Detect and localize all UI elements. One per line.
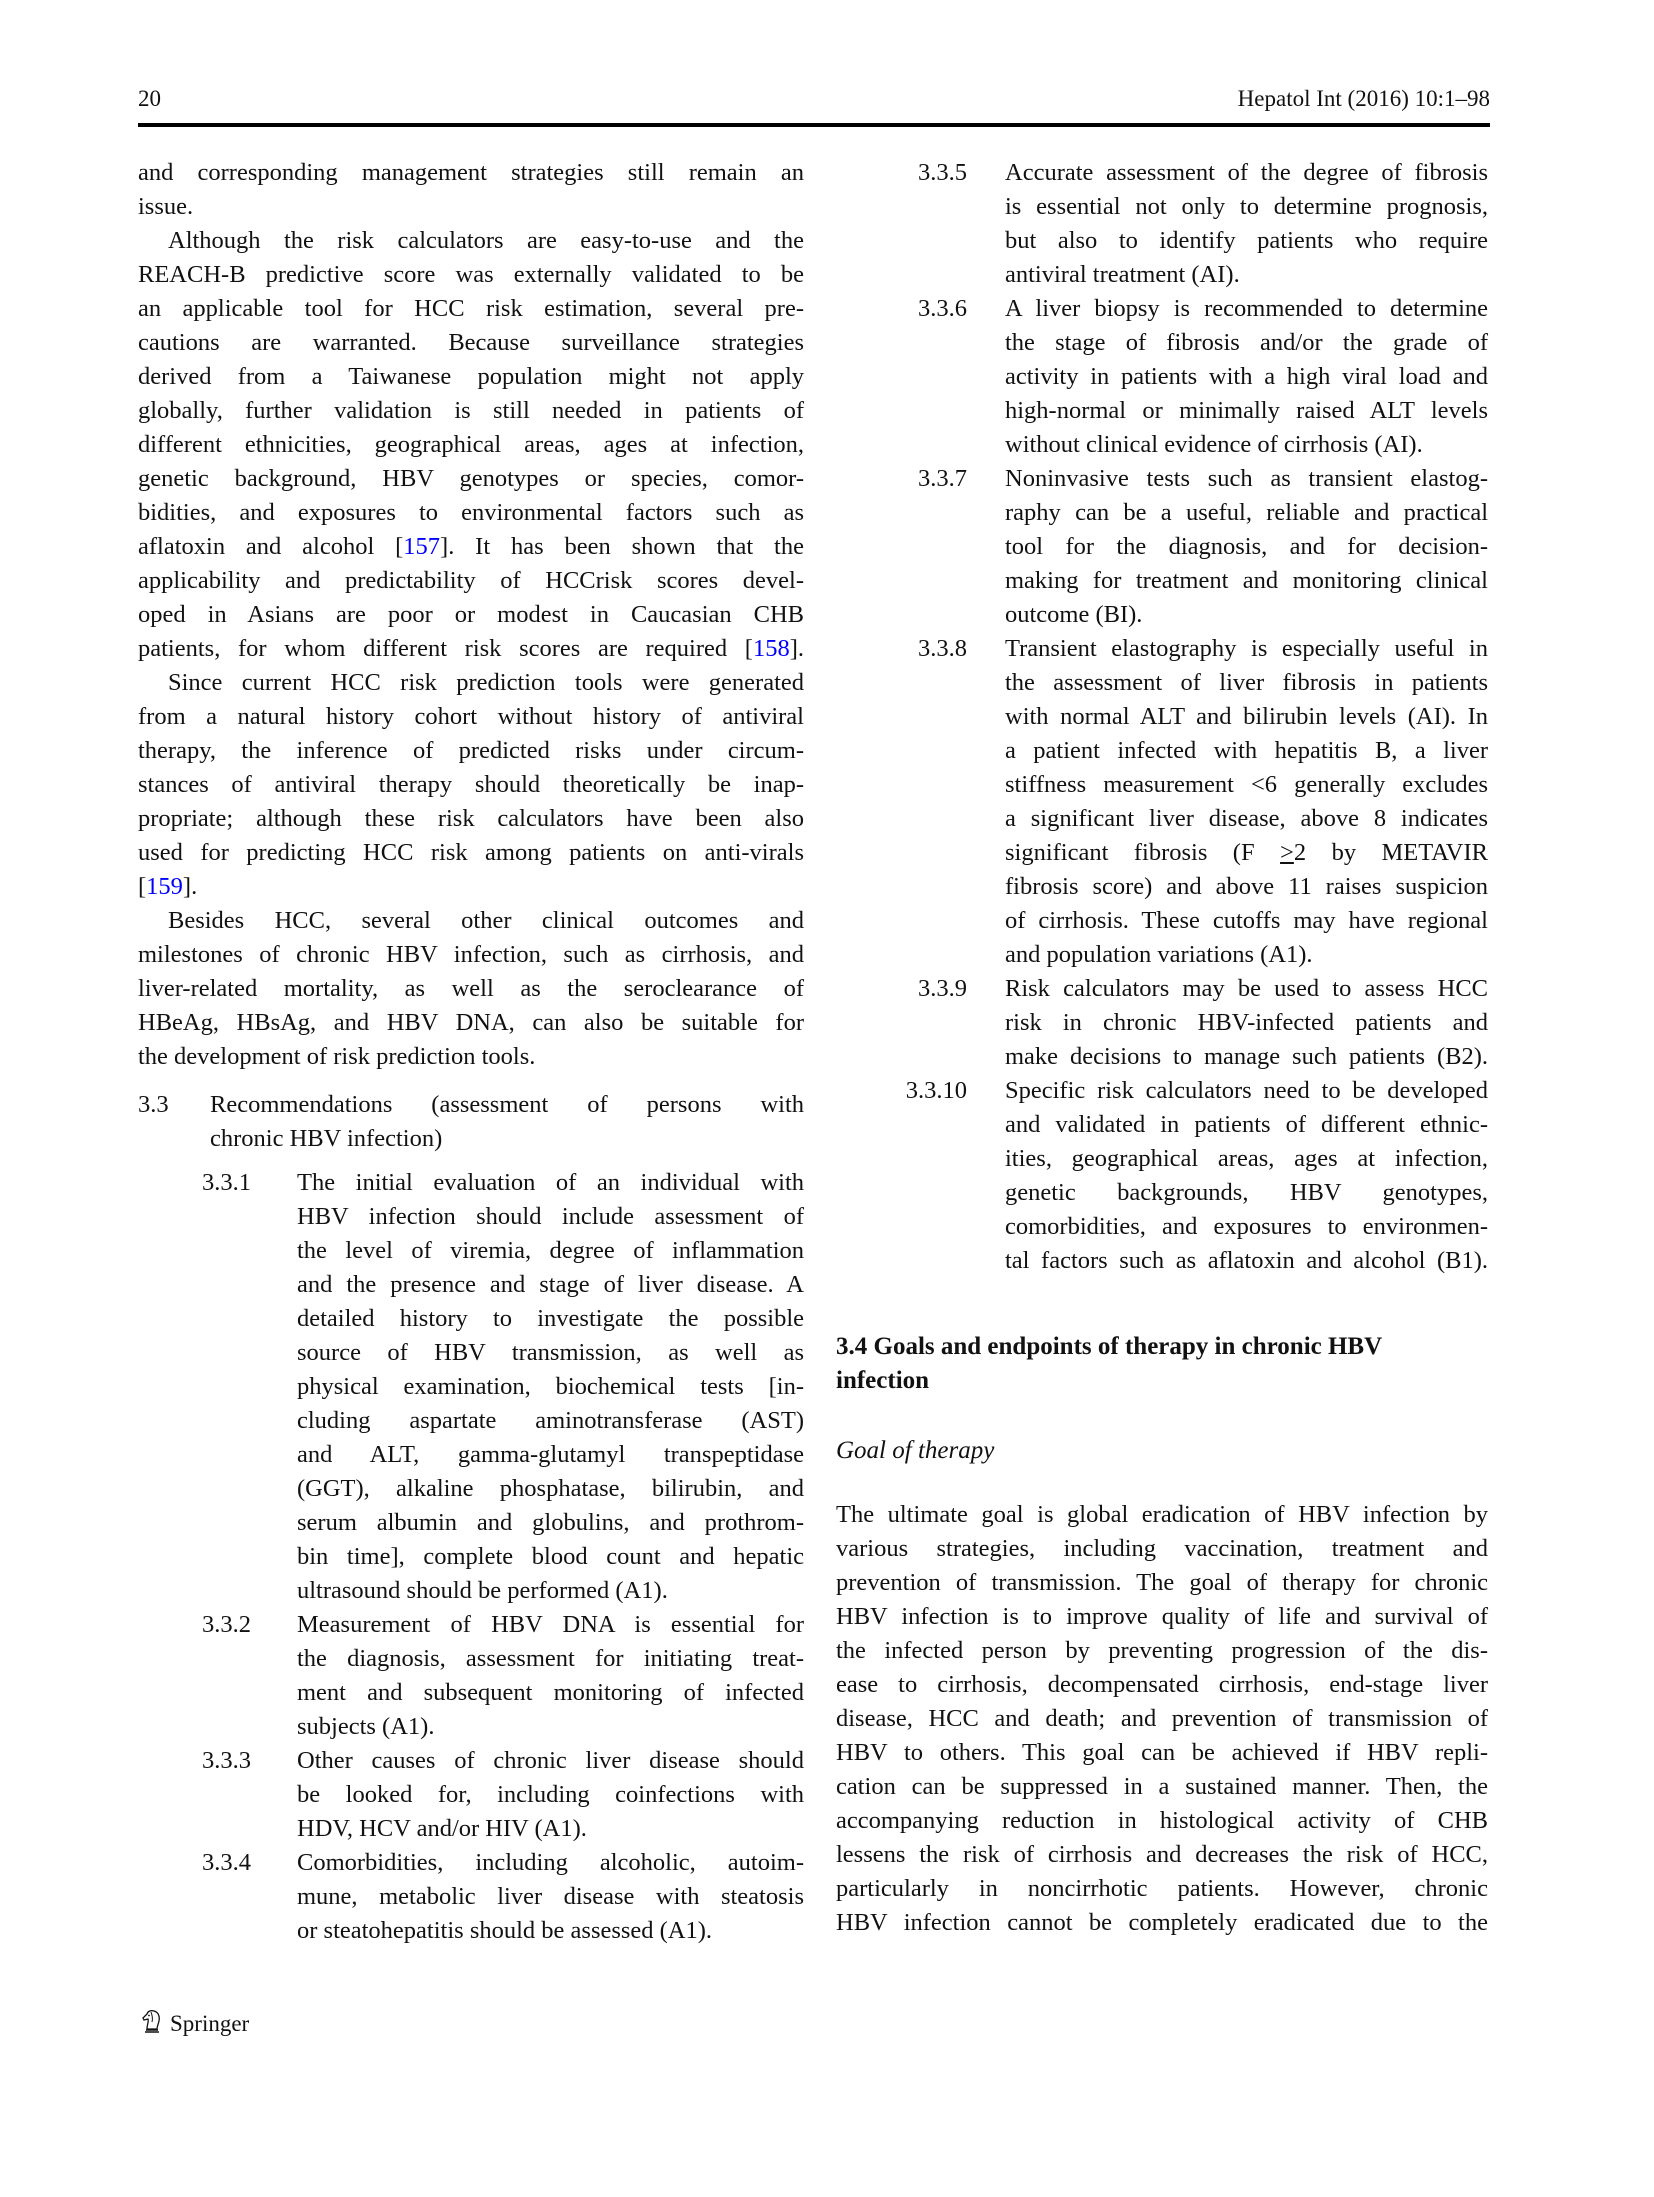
text-line: the level of viremia, degree of inflammation [297,1237,804,1264]
item-number: 3.3.7 [918,465,967,492]
text-line: and validated in patients of different ethnic- [1005,1111,1488,1138]
text-line: cation can be suppressed in a sustained manner. Then, the [836,1773,1488,1800]
text-line: accompanying reduction in histological activity of CHB [836,1807,1488,1834]
text-line: Transient elastography is especially useful in [1005,635,1488,662]
journal-citation: Hepatol Int (2016) 10:1–98 [1237,86,1490,111]
item-number: 3.3.10 [905,1077,967,1104]
text-line: with normal ALT and bilirubin levels (AI). In [1005,703,1488,730]
recommendation-3-3-2 [138,1608,804,1744]
text-line: aflatoxin and alcohol [157]. It has been shown that the [138,533,804,560]
text-line: HBV infection is to improve quality of life and survival of [836,1603,1488,1630]
text-line: HBV infection should include assessment of [297,1203,804,1230]
text-line: and the presence and stage of liver disease. A [297,1271,804,1298]
text-line: Besides HCC, several other clinical outcomes and [168,907,804,934]
text-line: propriate; although these risk calculators have been also [138,805,804,832]
text-line: The initial evaluation of an individual with [297,1169,804,1196]
text-line: ities, geographical areas, ages at infection, [1005,1145,1488,1172]
text-line: REACH-B predictive score was externally validated to be [138,261,804,288]
text-line: physical examination, biochemical tests [in- [297,1373,804,1400]
item-number: 3.3.1 [202,1169,251,1196]
text-line: milestones of chronic HBV infection, such as cirrhosis, and [138,941,804,968]
text-line: activity in patients with a high viral load and [1005,363,1488,390]
paragraph-other-outcomes [138,904,804,1074]
text-line: an applicable tool for HCC risk estimation, several pre- [138,295,804,322]
recommendations-list-left [138,1166,804,1948]
text-line: stiffness measurement <6 generally excludes [1005,771,1488,798]
text-line: HBV to others. This goal can be achieved if HBV repli- [836,1739,1488,1766]
text-line: globally, further validation is still needed in patients of [138,397,804,424]
section-3-3-heading [138,1088,804,1156]
text-line: Since current HCC risk prediction tools were generated [168,669,804,696]
item-number: 3.3.8 [918,635,967,662]
text-line: genetic backgrounds, HBV genotypes, [1005,1179,1488,1206]
text-line: applicability and predictability of HCCrisk scores devel- [138,567,804,594]
text-line: Noninvasive tests such as transient elastog- [1005,465,1488,492]
text-line: [159]. [138,873,198,900]
text-line: or steatohepatitis should be assessed (A1). [297,1917,713,1944]
text-line: genetic background, HBV genotypes or species, comor- [138,465,804,492]
greater-equal-symbol: > [1280,839,1294,866]
header-rule [138,123,1490,127]
text-line: antiviral treatment (AI). [1005,261,1240,288]
text-line: stances of antiviral therapy should theoretically be inap- [138,771,804,798]
paragraph-goal-of-therapy [836,1498,1488,1940]
springer-horse-icon [140,2008,164,2040]
item-number: 3.3.3 [202,1747,251,1774]
text-line: and corresponding management strategies still remain an [138,159,804,186]
text-line: comorbidities, and exposures to environmen- [1005,1213,1488,1240]
text-line: various strategies, including vaccination, treatment and [836,1535,1488,1562]
text-line: oped in Asians are poor or modest in Caucasian CHB [138,601,804,628]
text-line: but also to identify patients who require [1005,227,1488,254]
text-line: disease, HCC and death; and prevention of transmission of [836,1705,1488,1732]
text-line: and population variations (A1). [1005,941,1313,968]
text-line: serum albumin and globulins, and prothrom- [297,1509,804,1536]
text-line: chronic HBV infection) [210,1125,443,1152]
text-line: the development of risk prediction tools. [138,1043,536,1070]
text-line: without clinical evidence of cirrhosis (AI). [1005,431,1423,458]
text-line: tool for the diagnosis, and for decision- [1005,533,1488,560]
text-line: HBV infection cannot be completely eradicated due to the [836,1909,1488,1936]
text-line: bidities, and exposures to environmental factors such as [138,499,804,526]
recommendations-list-right [836,156,1488,1278]
text-line: HDV, HCV and/or HIV (A1). [297,1815,587,1842]
text-line: ease to cirrhosis, decompensated cirrhosis, end-stage liver [836,1671,1488,1698]
text-line: ultrasound should be performed (A1). [297,1577,668,1604]
text-line: Risk calculators may be used to assess HCC [1005,975,1488,1002]
text-line: issue. [138,193,194,220]
recommendation-3-3-6 [836,292,1488,462]
text-line: be looked for, including coinfections with [297,1781,804,1808]
text-line: risk in chronic HBV-infected patients and [1005,1009,1488,1036]
recommendation-3-3-1 [138,1166,804,1608]
text-line: making for treatment and monitoring clinical [1005,567,1488,594]
recommendation-3-3-5 [836,156,1488,292]
item-number: 3.3.5 [918,159,967,186]
text-line: make decisions to manage such patients (B2). [1005,1043,1488,1070]
text-line: the infected person by preventing progression of the dis- [836,1637,1488,1664]
text-line: derived from a Taiwanese population might not apply [138,363,804,390]
right-column [836,156,1488,1940]
text-line: Other causes of chronic liver disease should [297,1747,804,1774]
section-number: 3.3 [138,1091,169,1118]
text-line: lessens the risk of cirrhosis and decreases the risk of HCC, [836,1841,1488,1868]
text-line: prevention of transmission. The goal of therapy for chronic [836,1569,1488,1596]
text-line: mune, metabolic liver disease with steatosis [297,1883,804,1910]
text-line: patients, for whom different risk scores are required [158]. [138,635,804,662]
left-column [138,156,804,1948]
text-line: the diagnosis, assessment for initiating treat- [297,1645,804,1672]
text-line: liver-related mortality, as well as the seroclearance of [138,975,804,1002]
text-line: high-normal or minimally raised ALT levels [1005,397,1488,424]
text-line: fibrosis score) and above 11 raises suspicion [1005,873,1488,900]
text-line: Comorbidities, including alcoholic, autoim- [297,1849,804,1876]
text-line: used for predicting HCC risk among patients on anti-virals [138,839,804,866]
running-header [138,82,1490,122]
text-line: HBeAg, HBsAg, and HBV DNA, can also be suitable for [138,1009,804,1036]
text-line: Accurate assessment of the degree of fibrosis [1005,159,1488,186]
text-line: a patient infected with hepatitis B, a liver [1005,737,1488,764]
citation-link-158[interactable]: 158 [752,635,790,662]
text-line: from a natural history cohort without history of antiviral [138,703,804,730]
page-number: 20 [138,86,161,111]
text-line: different ethnicities, geographical areas, ages at infection, [138,431,804,458]
text-line: detailed history to investigate the possible [297,1305,804,1332]
recommendation-3-3-7 [836,462,1488,632]
text-line: raphy can be a useful, reliable and practical [1005,499,1488,526]
text-line: a significant liver disease, above 8 indicates [1005,805,1488,832]
text-line: outcome (BI). [1005,601,1143,628]
text-line: the assessment of liver fibrosis in patients [1005,669,1488,696]
text-line: tal factors such as aflatoxin and alcohol (B1). [1005,1247,1488,1274]
paragraph-continuation [138,156,804,224]
recommendation-3-3-9 [836,972,1488,1074]
text-line: Although the risk calculators are easy-to-use and the [168,227,804,254]
text-line: Measurement of HBV DNA is essential for [297,1611,804,1638]
text-line: particularly in noncirrhotic patients. However, chronic [836,1875,1488,1902]
text-line: subjects (A1). [297,1713,435,1740]
text-line: of cirrhosis. These cutoffs may have regional [1005,907,1488,934]
section-3-4-heading: 3.4 Goals and endpoints of therapy in chronic HBV infection [836,1333,1383,1394]
publisher-footer [140,2008,249,2040]
item-number: 3.3.6 [918,295,967,322]
recommendation-3-3-4 [138,1846,804,1948]
item-number: 3.3.9 [918,975,967,1002]
paragraph-prediction-tools [138,666,804,904]
text-line: significant fibrosis (F >2 by METAVIR [1005,839,1488,866]
text-line: is essential not only to determine prognosis, [1005,193,1488,220]
text-line: therapy, the inference of predicted risks under circum- [138,737,804,764]
citation-link-157[interactable]: 157 [403,533,441,560]
recommendation-3-3-3 [138,1744,804,1846]
recommendation-3-3-10 [836,1074,1488,1278]
item-number: 3.3.2 [202,1611,251,1638]
text-line: Recommendations (assessment of persons with [210,1091,804,1118]
text-line: (GGT), alkaline phosphatase, bilirubin, and [297,1475,804,1502]
text-line: source of HBV transmission, as well as [297,1339,804,1366]
text-line: cautions are warranted. Because surveillance strategies [138,329,804,356]
citation-link-159[interactable]: 159 [146,873,183,900]
text-line: ment and subsequent monitoring of infected [297,1679,804,1706]
text-line: Specific risk calculators need to be developed [1005,1077,1488,1104]
paragraph-risk-calculators [138,224,804,666]
text-line: the stage of fibrosis and/or the grade of [1005,329,1488,356]
text-line: The ultimate goal is global eradication of HBV infection by [836,1501,1488,1528]
text-line: cluding aspartate aminotransferase (AST) [297,1407,804,1434]
text-line: A liver biopsy is recommended to determine [1005,295,1488,322]
text-line: bin time], complete blood count and hepatic [297,1543,804,1570]
item-number: 3.3.4 [202,1849,251,1876]
publisher-name: Springer [170,2011,250,2036]
text-line: and ALT, gamma-glutamyl transpeptidase [297,1441,804,1468]
subheading-goal-of-therapy: Goal of therapy [836,1437,995,1464]
recommendation-3-3-8 [836,632,1488,972]
